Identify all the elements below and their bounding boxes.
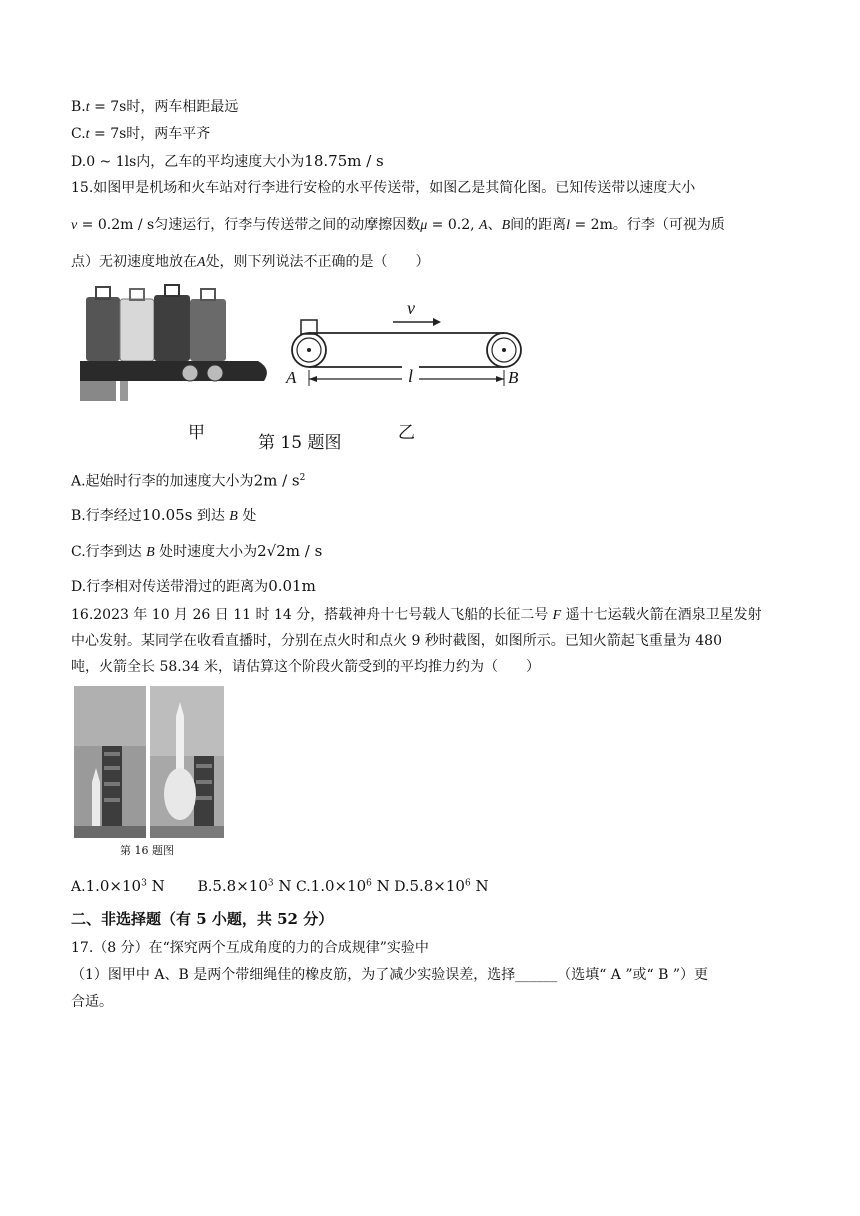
label-l: l	[402, 366, 419, 387]
q16-stem-line2: 中心发射。某同学在收看直播时，分别在点火时和点火 9 秒时截图，如图所示。已知火箭起飞重量为 480	[71, 633, 722, 649]
section-title: 二、非选择题（有 5 小题，共 52 分）	[71, 910, 334, 928]
q14-option-b: B.t = 7s时，两车相距最远	[71, 99, 239, 115]
q16-option-d: $D.5.8\times 10^6$ N	[394, 876, 489, 895]
q14-option-d: D.0 ~ 1ls内，乙车的平均速度大小为18.75m / s	[71, 152, 384, 170]
q15-option-d: D.行李相对传送带滑过的距离为0.01m	[71, 577, 316, 595]
q17-stem-line1: 17.（8 分）在“探究两个互成角度的力的合成规律”实验中	[71, 940, 429, 956]
q15-option-b: B.行李经过10.05s 到达 B 处	[71, 506, 257, 524]
q15-option-c: C.行李到达 B 处时速度大小为2√2m / s	[71, 542, 323, 560]
label-a: A	[286, 368, 297, 387]
label-v: v	[407, 298, 415, 318]
q17-stem-line3: 合适。	[71, 994, 113, 1010]
q16-option-c: $C.1.0\times 10^6$ N	[295, 876, 390, 895]
figure-caption-16: 第 16 题图	[120, 844, 174, 857]
q16-option-a: $A.1.0\times 10^3$ N	[71, 876, 165, 895]
label-b: B	[508, 368, 519, 387]
rocket-launch-photos	[74, 686, 224, 838]
figure-label-yi: 乙	[398, 423, 415, 443]
q15-option-a: A.起始时行李的加速度大小为$2m / s^2$	[71, 471, 306, 490]
q14-option-c: C.t = 7s时，两车平齐	[71, 126, 211, 142]
q16-option-b: $B.5.8\times 10^3$ N	[197, 876, 292, 895]
q16-stem-line3: 吨，火箭全长 58.34 米，请估算这个阶段火箭受到的平均推力约为（ ）	[71, 659, 540, 675]
q16-stem-line1: 16.2023 年 10 月 26 日 11 时 14 分，搭载神舟十七号载人飞船的长征二号 F 遥十七运载火箭在酒泉卫星发射	[71, 607, 762, 623]
figure-caption-15: 第 15 题图	[258, 433, 342, 453]
q17-stem-line2: （1）图甲中 A、B 是两个带细绳佳的橡皮筋，为了减少实验误差，选择______（选填“ A ”或“ B ”）更	[71, 967, 709, 983]
q15-stem-line3: 点）无初速度地放在A处，则下列说法不正确的是（ ）	[71, 254, 430, 270]
figure-label-jia: 甲	[188, 423, 205, 443]
q15-stem-line1: 15.如图甲是机场和火车站对行李进行安检的水平传送带，如图乙是其简化图。已知传送带以速度大小	[71, 180, 696, 196]
q16-options	[71, 873, 489, 897]
luggage-conveyor-photo	[80, 275, 272, 405]
q15-stem-line2: v = 0.2m / s匀速运行，行李与传送带之间的动摩擦因数μ = 0.2, A、B间的距离l = 2m。行李（可视为质	[71, 217, 725, 233]
